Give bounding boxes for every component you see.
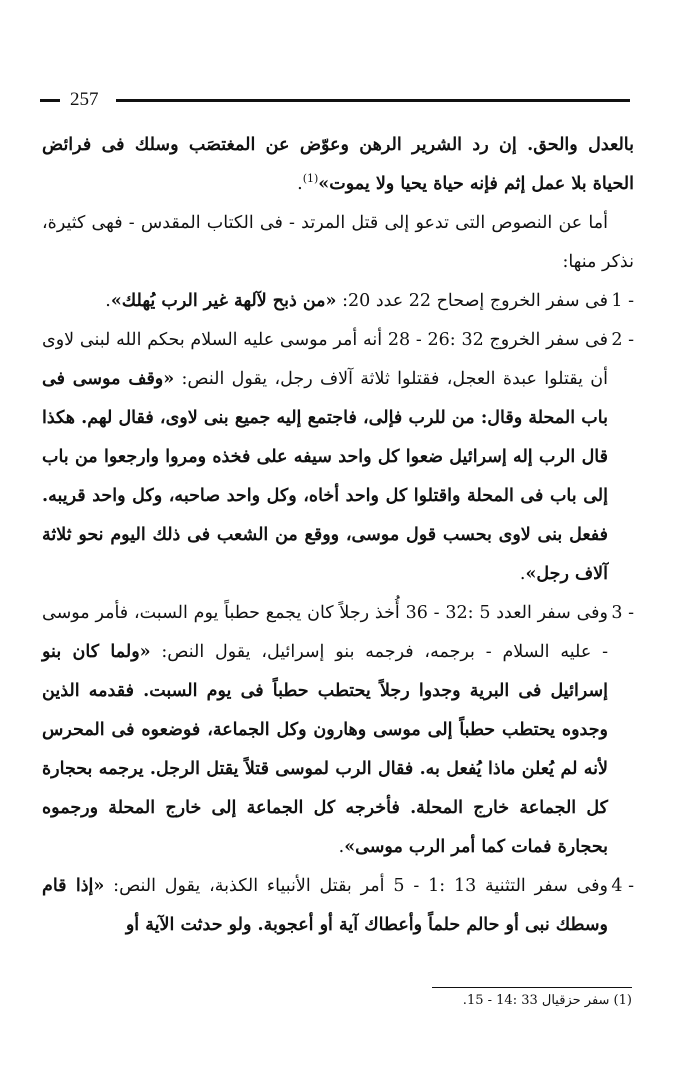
footnote-divider — [432, 987, 632, 988]
item-text: فى سفر الخروج 32 :26 - 28 أنه أمر موسى عليه السلام بحكم الله لبنى لاوى أن يقتلوا عبدة العجل، فقتلوا ثلاثة آلاف رجل، يقول النص: — [42, 330, 609, 389]
list-item — [42, 282, 634, 321]
item-end: . — [338, 837, 345, 857]
paragraph-intro: أما عن النصوص التى تدعو إلى قتل المرتد - فى الكتاب المقدس - فهى كثيرة، نذكر منها: — [42, 213, 634, 272]
item-text: وفى سفر التثنية 13 :1 - 5 أمر بقتل الأنبياء الكذبة، يقول النص: — [104, 876, 608, 896]
item-end: . — [519, 564, 526, 584]
item-quote: «من ذبح لآلهة غير الرب يُهلك» — [110, 291, 337, 311]
page-body — [42, 126, 634, 945]
item-number: 4 - — [611, 876, 634, 896]
item-quote: «وقف موسى فى باب المحلة وقال: من للرب فإلى، فاجتمع إليه جميع بنى لاوى، فقال لهم. هكذا قال الرب إله إسرائيل ضعوا كل واحد سيفه على فخذه ومروا وارجعوا من باب إلى باب فى المحلة واقتلوا كل واحد أخاه، وكل واحد صاحبه، وكل واحد قريبه. ففعل بنى لاوى بحسب قول موسى، ووقع من الشعب فى ذلك اليوم نحو ثلاثة آلاف رجل» — [42, 369, 608, 584]
paragraph-quote-end — [42, 126, 634, 204]
item-end: . — [105, 291, 111, 311]
item-text: فى سفر الخروج إصحاح 22 عدد 20: — [336, 291, 608, 311]
item-number: 2 - — [611, 330, 634, 350]
footnote-ref: (1) — [302, 172, 319, 186]
header-rule-left — [40, 99, 60, 102]
item-text: وفى سفر العدد 5 :32 - 36 أُخذ رجلاً كان يجمع حطباً يوم السبت، فأمر موسى - عليه السلام - برجمه، فرجمه بنو إسرائيل، يقول النص: — [42, 603, 608, 662]
list-item — [42, 321, 634, 594]
item-number: 1 - — [611, 291, 634, 311]
list-item — [42, 867, 634, 945]
page-number: 257 — [70, 89, 99, 110]
punctuation: . — [297, 174, 303, 194]
list-item — [42, 594, 634, 867]
item-quote: «ولما كان بنو إسرائيل فى البرية وجدوا رجلاً يحتطب حطباً فى يوم السبت. فقدمه الذين وجدوه يحتطب حطباً إلى موسى وهارون وكل الجماعة، فوضعوه فى المحرس لأنه لم يُعلن ماذا يُفعل به. فقال الرب لموسى قتلاً يقتل الرجل. يرجمه بحجارة كل الجماعة خارج المحلة. فأخرجه كل الجماعة إلى خارج المحلة ورجموه بحجارة فمات كما أمر الرب موسى» — [42, 642, 608, 857]
item-number: 3 - — [611, 603, 634, 623]
footnote: (1) سفر حزقيال 33 :14 - 15. — [462, 993, 632, 1008]
page-header — [40, 88, 630, 114]
header-rule-right — [116, 99, 630, 102]
item-quote: «إذا قام وسطك نبى أو حالم حلماً وأعطاك آية أو أعجوبة. ولو حدثت الآية أو — [42, 876, 608, 935]
quote-text: بالعدل والحق. إن رد الشرير الرهن وعوّض عن المغتصَب وسلك فى فرائض الحياة بلا عمل إثم فإنه حياة يحيا ولا يموت» — [42, 135, 634, 194]
